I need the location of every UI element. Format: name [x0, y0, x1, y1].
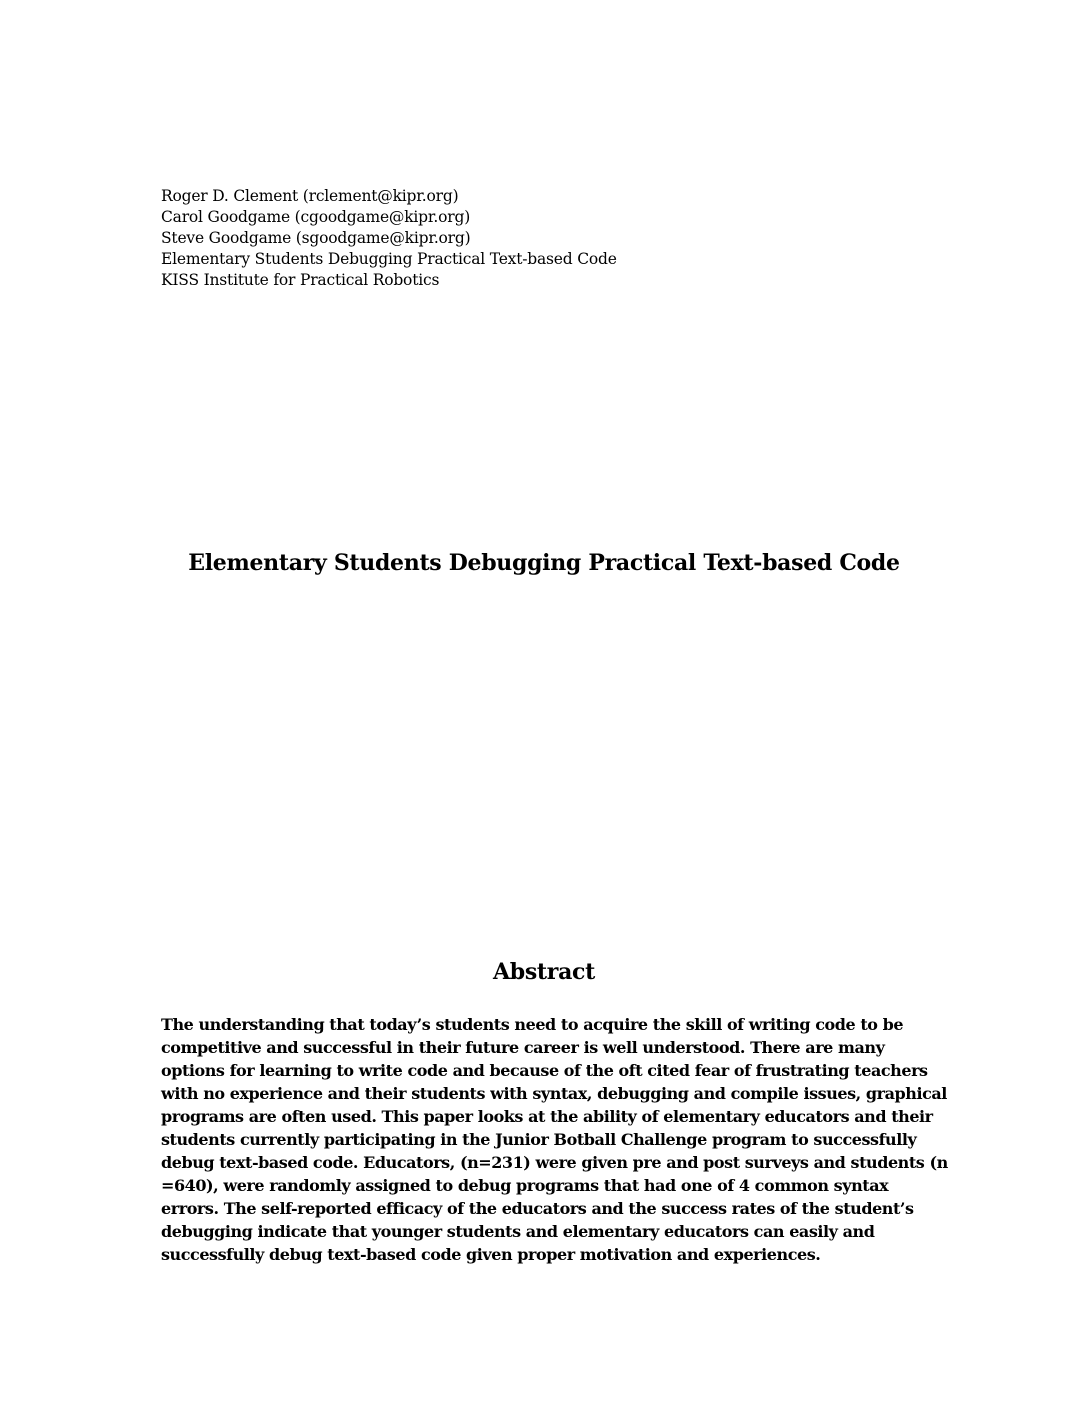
author-line-roger-clement: Roger D. Clement (rclement@kipr.org)	[161, 187, 459, 205]
abstract-line: competitive and successful in their future career is well understood. There are many	[161, 1038, 885, 1057]
abstract-line: with no experience and their students with syntax, debugging and compile issues, graphical	[161, 1084, 947, 1103]
abstract-line: debugging indicate that younger students and elementary educators can easily and	[161, 1222, 875, 1241]
author-line-steve-goodgame: Steve Goodgame (sgoodgame@kipr.org)	[161, 229, 471, 247]
abstract-line: errors. The self-reported efficacy of the educators and the success rates of the student’s	[161, 1199, 914, 1218]
abstract-line: programs are often used. This paper looks at the ability of elementary educators and their	[161, 1107, 933, 1126]
abstract-line: students currently participating in the Junior Botball Challenge program to successfully	[161, 1130, 917, 1149]
abstract-line: debug text-based code. Educators, (n=231) were given pre and post surveys and students (n	[161, 1153, 948, 1172]
abstract-line: =640), were randomly assigned to debug programs that had one of 4 common syntax	[161, 1176, 889, 1195]
abstract-line: successfully debug text-based code given proper motivation and experiences.	[161, 1245, 821, 1264]
author-block	[161, 186, 921, 291]
abstract-line: The understanding that today’s students need to acquire the skill of writing code to be	[161, 1015, 904, 1034]
author-line-carol-goodgame: Carol Goodgame (cgoodgame@kipr.org)	[161, 208, 471, 226]
abstract-body	[161, 1013, 948, 1266]
abstract-heading: Abstract	[492, 959, 595, 985]
header-affiliation: KISS Institute for Practical Robotics	[161, 271, 440, 289]
abstract-line: options for learning to write code and because of the oft cited fear of frustrating teachers	[161, 1061, 928, 1080]
header-paper-title: Elementary Students Debugging Practical Text-based Code	[161, 250, 617, 268]
paper-title: Elementary Students Debugging Practical Text-based Code	[188, 550, 900, 576]
